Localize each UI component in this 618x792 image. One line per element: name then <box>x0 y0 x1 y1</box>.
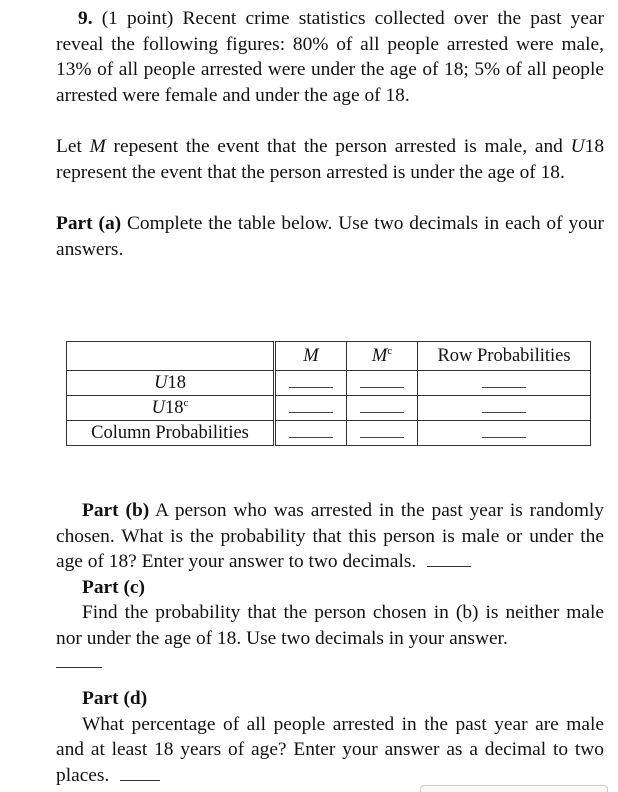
header-row-probabilities: Row Probabilities <box>418 342 591 371</box>
row-label-u18c: U18$^c$ <box>67 396 275 421</box>
part-d-answer[interactable] <box>120 772 160 781</box>
part-b-label: Part (b) <box>82 500 150 521</box>
part-b <box>56 498 604 575</box>
answer-u18-mc[interactable] <box>347 371 418 396</box>
row-label-u18: U18 <box>67 371 275 396</box>
event-u: U <box>570 136 585 157</box>
probability-table <box>66 341 591 446</box>
part-a-label: Part (a) <box>56 213 122 234</box>
table-row <box>67 396 591 421</box>
header-m: M <box>275 342 347 371</box>
answer-u18c-mc[interactable] <box>347 396 418 421</box>
problem-intro-text: Recent crime statistics collected over the past year reveal the following figures: 80% of all people arrested were male, 13% of all people arrested were under the age of 18; 5% of all people arrested were female and under the age of 18. <box>56 8 604 106</box>
table-header-row <box>67 342 591 371</box>
answer-u18-row[interactable] <box>418 371 591 396</box>
part-c-answer[interactable] <box>56 667 102 668</box>
table-corner-cell <box>67 342 275 371</box>
answer-col-m[interactable] <box>275 421 347 446</box>
part-d <box>56 712 604 789</box>
problem-intro <box>56 6 604 108</box>
part-c-text: Find the probability that the person chosen in (b) is neither male nor under the age of 18. Use two decimals in your answer. <box>56 602 604 649</box>
part-d-text: What percentage of all people arrested in the past year are male and at least 18 years of age? Enter your answer as a decimal to two places. <box>56 713 604 786</box>
part-b-answer[interactable] <box>427 558 471 567</box>
event-definitions: Let M repesent the event that the person arrested is male, and U18 represent the event that the person arrested is under the age of 18. <box>56 136 605 183</box>
part-c-label: Part (c) <box>82 576 145 598</box>
event-m: M <box>89 136 106 157</box>
parts-bcd <box>56 498 604 788</box>
part-b-text: A person who was arrested in the past year is randomly chosen. What is the probability that this person is male or under the age of 18? Enter your answer to two decimals. <box>56 500 604 572</box>
table-row <box>67 371 591 396</box>
answer-u18-m[interactable] <box>275 371 347 396</box>
answer-u18c-row[interactable] <box>418 396 591 421</box>
problem-number: 9. <box>78 8 93 29</box>
part-d-label: Part (d) <box>82 688 148 709</box>
part-a <box>56 211 604 262</box>
probability-table-wrap <box>66 341 591 446</box>
answer-col-row[interactable] <box>418 421 591 446</box>
answer-col-mc[interactable] <box>347 421 418 446</box>
part-c <box>56 600 604 651</box>
table-row <box>67 421 591 446</box>
row-label-column-probabilities: Column Probabilities <box>67 421 275 446</box>
header-mc: $M^c$ <box>347 342 418 371</box>
part-a-text: Complete the table below. Use two decimals in each of your answers. <box>56 213 605 260</box>
answer-u18c-m[interactable] <box>275 396 347 421</box>
problem-points: (1 point) <box>101 8 174 29</box>
problem-text <box>56 6 604 262</box>
page-edge-tab <box>420 785 608 792</box>
